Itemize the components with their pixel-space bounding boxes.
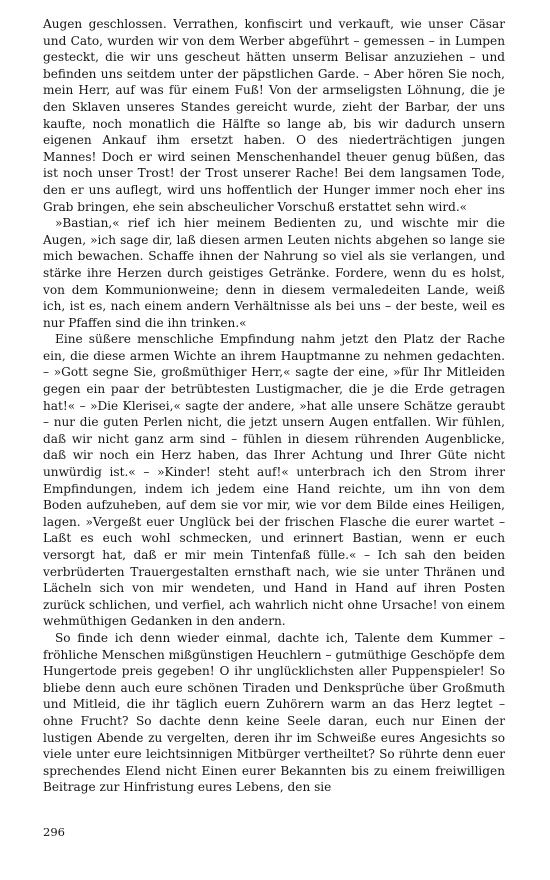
paragraph-4: So finde ich denn wieder einmal, dachte ich, Talente dem Kummer – fröhliche Menschen mißgünstigen Heuchlern – gutmüthige Geschöpfe dem Hungertode preis gegeben! O ihr unglücklichsten aller Puppenspieler! So bliebe denn auch eure schönen Tiraden und Denksprüche über Großmuth und Mitleid, die ihr täglich euern Zuhörern warm an das Herz legtet – ohne Frucht? So dachte denn keine Seele daran, euch nur Einen der lustigen Abende zu vergelten, deren ihr im Schweiße eures Angesichts so viele unter eure leichtsinnigen Mitbürger vertheiltet? So rührte denn euer sprechendes Elend nicht Einen eurer Bekannten bis zu einem freiwilligen Beitrage zur Hinfristung eures Lebens, den sie xyxy=(43,630,505,795)
page-number: 296 xyxy=(43,825,65,839)
paragraph-2: »Bastian,« rief ich hier meinem Bedienten zu, und wischte mir die Augen, »ich sage dir, laß diesen armen Leuten nichts abgehen so lange sie mich bewachen. Schaffe ihnen der Nahrung so viel als sie verlangen, und stärke ihre Herzen durch geistiges Getränke. Fordere, wenn du es holst, von dem Kommunionweine; denn in diesem vermaledeiten Lande, weiß ich, ist es, nach einem andern Verhältnisse als bei uns – der beste, weil es nur Pfaffen sind die ihn trinken.« xyxy=(43,216,505,330)
paragraph-1: Augen geschlossen. Verrathen, konfiscirt und verkauft, wie unser Cäsar und Cato, wurden wir von dem Werber abgeführt – gemessen – in Lumpen gesteckt, die wir uns gescheut hätten unserm Belisar anzuziehen – und befinden uns seitdem unter der päpstlichen Garde. – Aber hören Sie noch, mein Herr, auf was für einem Fuß! Von der armseligsten Löhnung, die je den Sklaven unseres Standes gereicht wurde, zieht der Barbar, der uns kaufte, noch monatlich die Hälfte so lange ab, bis wir dadurch unsern eigenen Ankauf ihm ersetzt haben. O des niederträchtigen jungen Mannes! Doch er wird seinen Menschenhandel theuer genug büßen, das ist noch unser Trost! der Trost unserer Rache! Bei dem langsamen Tode, den er uns auflegt, wird uns hoffentlich der Hunger immer noch eher ins Grab bringen, ehe sein abscheulicher Vorschuß erstattet sehn wird.« xyxy=(43,17,505,214)
paragraph-3: Eine süßere menschliche Empfindung nahm jetzt den Platz der Rache ein, die diese armen Wichte an ihrem Hauptmanne zu nehmen gedachten. – »Gott segne Sie, großmüthiger Herr,« sagte der eine, »für Ihr Mitleiden gegen ein paar der betrübtesten Lustigmacher, die je die Erde getragen hat!« – »Die Klerisei,« sagte der andere, »hat alle unsere Schätze geraubt – nur die guten Perlen nicht, die jetzt unsern Augen entfallen. Wir fühlen, daß wir nicht ganz arm sind – fühlen in diesem rührenden Augenblicke, daß wir noch ein Herz haben, das Ihrer Achtung und Ihrer Güte nicht unwürdig ist.« – »Kinder! steht auf!« unterbrach ich den Strom ihrer Empfindungen, indem ich jedem eine Hand reichte, um ihn von dem Boden aufzuheben, auf dem sie vor mir, wie vor dem Bilde eines Heiligen, lagen. »Vergeßt euer Unglück bei der frischen Flasche die eurer wartet – Laßt es euch wohl schmecken, und erinnert Bastian, wenn er euch versorgt hat, daß er mir mein Tintenfaß fülle.« – Ich sah den beiden verbrüderten Trauergestalten ernsthaft nach, wie sie unter Thränen und Lächeln sich von mir wendeten, und Hand in Hand auf ihren Posten zurück schlichen, und verfiel, ach wahrlich nicht ohne Ursache! von einem wehmüthigen Gedanken in den andern. xyxy=(43,332,505,629)
page-body xyxy=(43,16,505,796)
